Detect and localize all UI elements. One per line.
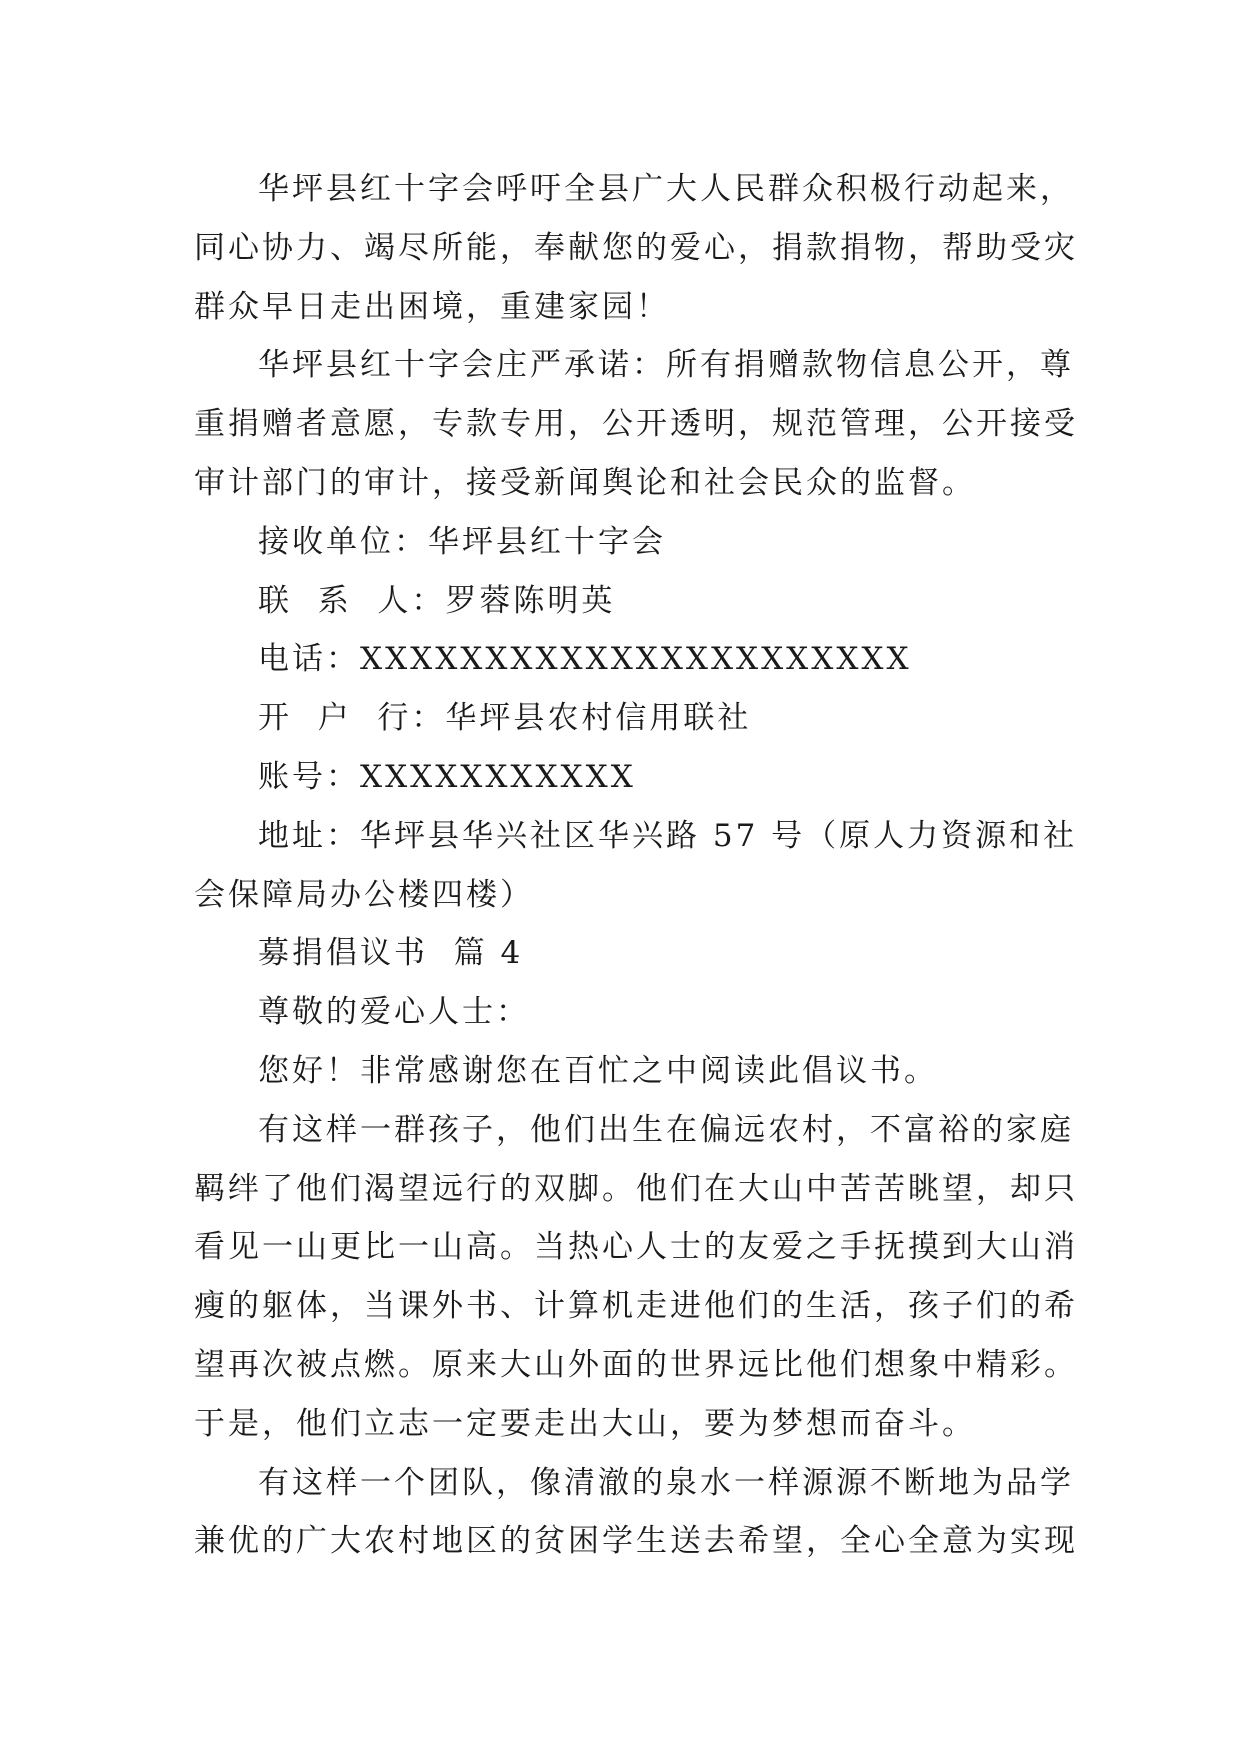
paragraph-line: 同心协力、竭尽所能，奉献您的爱心，捐款捐物，帮助受灾 [194, 229, 1078, 266]
paragraph-line: 有这样一群孩子，他们出生在偏远农村，不富裕的家庭 [258, 1111, 1074, 1148]
paragraph-line: 群众早日走出困境，重建家园！ [194, 288, 670, 325]
salutation: 尊敬的爱心人士： [258, 994, 530, 1031]
address-line: 地址：华坪县华兴社区华兴路 57 号（原人力资源和社 [258, 817, 1078, 854]
paragraph-line: 重捐赠者意愿，专款专用，公开透明，规范管理，公开接受 [194, 406, 1078, 443]
phone-line: 电话：XXXXXXXXXXXXXXXXXXXXXX [258, 641, 912, 678]
paragraph-line: 华坪县红十字会呼吁全县广大人民群众积极行动起来， [258, 171, 1074, 207]
address-line-cont: 会保障局办公楼四楼） [194, 876, 534, 913]
paragraph-line: 瘦的躯体，当课外书、计算机走进他们的生活，孩子们的希 [194, 1288, 1078, 1325]
paragraph-line: 华坪县红十字会庄严承诺：所有捐赠款物信息公开，尊 [258, 347, 1074, 384]
paragraph-line: 兼优的广大农村地区的贫困学生送去希望，全心全意为实现 [194, 1523, 1078, 1560]
paragraph-line: 于是，他们立志一定要走出大山，要为梦想而奋斗。 [194, 1405, 976, 1442]
paragraph-line: 审计部门的审计，接受新闻舆论和社会民众的监督。 [194, 464, 976, 501]
paragraph-line: 看见一山更比一山高。当热心人士的友爱之手抚摸到大山消 [194, 1229, 1078, 1266]
section-heading: 募捐倡议书 篇 4 [258, 935, 524, 972]
recipient-line: 接收单位：华坪县红十字会 [258, 523, 666, 560]
contact-line: 联 系 人：罗蓉陈明英 [258, 582, 616, 619]
paragraph-line: 有这样一个团队，像清澈的泉水一样源源不断地为品学 [258, 1464, 1074, 1501]
account-line: 账号：XXXXXXXXXXX [258, 758, 636, 795]
greeting-line: 您好！非常感谢您在百忙之中阅读此倡议书。 [258, 1052, 938, 1089]
document-body [194, 160, 1078, 1571]
bank-line: 开 户 行：华坪县农村信用联社 [258, 700, 752, 737]
paragraph-line: 望再次被点燃。原来大山外面的世界远比他们想象中精彩。 [194, 1346, 1078, 1383]
paragraph-line: 羁绊了他们渴望远行的双脚。他们在大山中苦苦眺望，却只 [194, 1170, 1078, 1207]
